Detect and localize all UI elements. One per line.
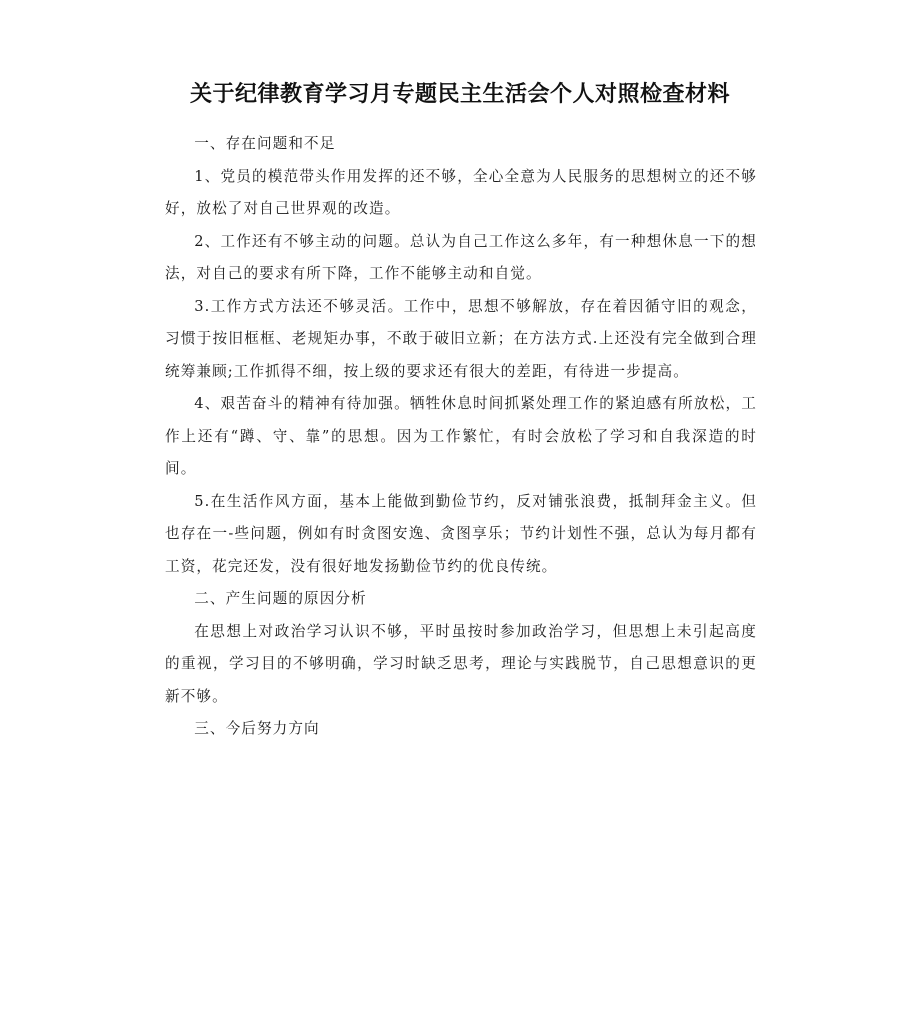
paragraph-problem-5: 5.在生活作风方面，基本上能做到勤俭节约，反对铺张浪费，抵制拜金主义。但也存在一-些问题，例如有时贪图安逸、贪图享乐；节约计划性不强，总认为每月都有工资，花完还发，没有很好地发扬勤俭节约的优良传统。 bbox=[165, 492, 757, 575]
paragraph-causes: 在思想上对政治学习认识不够，平时虽按时参加政治学习，但思想上未引起高度的重视，学习目的不够明确，学习时缺乏思考，理论与实践脱节，自己思想意识的更新不够。 bbox=[165, 622, 757, 705]
document-body bbox=[165, 128, 757, 746]
paragraph-problem-4: 4、艰苦奋斗的精神有待加强。牺牲休息时间抓紧处理工作的紧迫感有所放松，工作上还有“蹲、守、靠”的思想。因为工作繁忙，有时会放松了学习和自我深造的时间。 bbox=[165, 395, 757, 477]
paragraph-problem-3: 3.工作方式方法还不够灵活。工作中，思想不够解放，存在着因循守旧的观念，习惯于按旧框框、老规矩办事，不敢于破旧立新；在方法方式.上还没有完全做到合理统筹兼顾;工作抓得不细，按上级的要求还有很大的差距，有待进一步提高。 bbox=[165, 297, 757, 380]
paragraph-problem-2: 2、工作还有不够主动的问题。总认为自己工作这么多年，有一种想休息一下的想法，对自己的要求有所下降，工作不能够主动和自觉。 bbox=[165, 232, 757, 282]
section-heading-causes: 二、产生问题的原因分析 bbox=[194, 590, 367, 607]
section-heading-direction: 三、今后努力方向 bbox=[194, 720, 320, 737]
paragraph-problem-1: 1、党员的模范带头作用发挥的还不够，全心全意为人民服务的思想树立的还不够好，放松了对自己世界观的改造。 bbox=[165, 167, 757, 217]
document-title: 关于纪律教育学习月专题民主生活会个人对照检查材料 bbox=[189, 81, 730, 107]
section-heading-problems: 一、存在问题和不足 bbox=[194, 135, 336, 152]
